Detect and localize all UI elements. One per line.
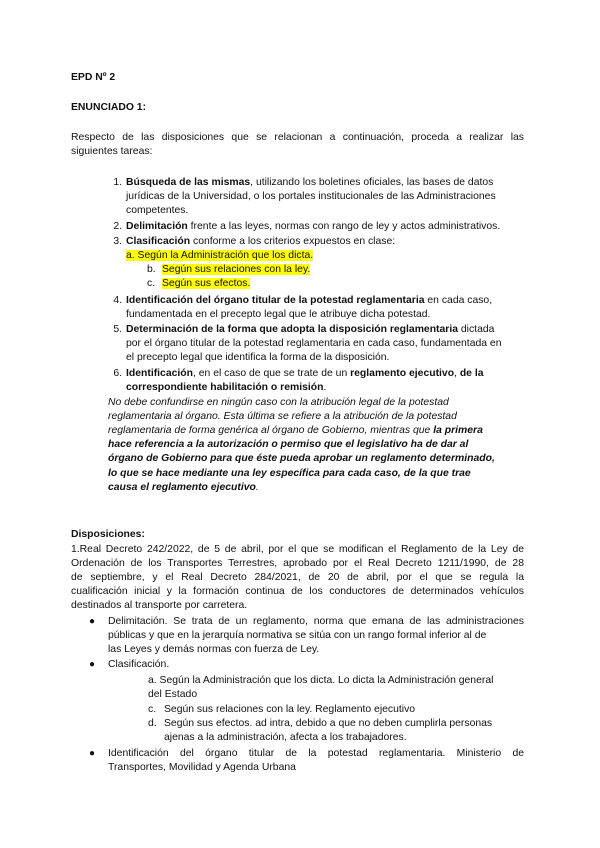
note-line-7a: causa el reglamento ejecutivo bbox=[108, 482, 256, 493]
bullet-icon: ● bbox=[89, 748, 96, 759]
task-3-bold: Clasificación bbox=[126, 236, 191, 247]
task-1-number: 1. bbox=[113, 177, 122, 188]
epd-code: EPD Nº 2 bbox=[71, 72, 116, 83]
note-line-3 bbox=[108, 424, 483, 438]
disposicion-1-line-4: cualificación inicial y la formación continua de los conductores de determinados vehículos bbox=[71, 586, 524, 597]
task-3-number: 3. bbox=[113, 236, 122, 247]
task-5-number: 5. bbox=[113, 324, 122, 335]
task-6-line-2 bbox=[126, 381, 326, 395]
note-line-7b: . bbox=[255, 482, 259, 493]
task-4-line-1 bbox=[126, 294, 492, 308]
clasificacion-a-line-2: del Estado bbox=[148, 689, 198, 700]
task-3-sub-b bbox=[162, 263, 310, 277]
clasificacion-c-letter: c. bbox=[148, 704, 157, 715]
task-2-bold: Delimitación bbox=[126, 221, 188, 232]
clasificacion-d-line-1: Según sus efectos. ad intra, debido a que no deben cumplirla personas bbox=[164, 718, 493, 729]
task-2-line-1 bbox=[126, 220, 500, 234]
task-5-line-2: por el órgano titular de la potestad reglamentaria en cada caso, fundamentada en bbox=[126, 338, 502, 349]
task-5-line-1 bbox=[126, 323, 494, 337]
task-1-line-1 bbox=[126, 176, 493, 190]
task-3-sub-c-text: Según sus efectos. bbox=[162, 278, 251, 289]
task-6-bold-1: Identificación bbox=[126, 368, 193, 379]
task-6-mid: , en el caso de que se trate de un bbox=[192, 368, 351, 379]
clasificacion-label: Clasificación. bbox=[108, 659, 170, 670]
note-line-1: No debe confundirse en ningún caso con la atribución legal de la potestad bbox=[108, 397, 449, 408]
task-3-sub-c-letter: c. bbox=[147, 278, 156, 289]
task-2-number: 2. bbox=[113, 221, 122, 232]
organo-line-1: Identificación del órgano titular de la potestad reglamentaria. Ministerio de bbox=[108, 748, 524, 759]
note-line-5: órgano de Gobierno para que éste pueda aprobar un reglamento determinado, bbox=[108, 453, 495, 464]
task-4-line-2: fundamentada en el precepto legal que le atribuye dicha potestad. bbox=[126, 309, 431, 320]
task-3-sub-a bbox=[126, 249, 313, 263]
clasificacion-d-line-2: ajenas a la administración, afecta a los trabajadores. bbox=[164, 732, 407, 743]
note-line-2: reglamentaria al órgano. Esta última se refiere a la atribución de la potestad bbox=[108, 411, 457, 422]
disposicion-1-line-1: 1.Real Decreto 242/2022, de 5 de abril, por el que se modifican el Reglamento de la Ley de bbox=[71, 544, 524, 555]
task-1-line-2: jurídicas de la Universidad, o los portales institucionales de las Administraciones bbox=[126, 191, 496, 202]
bullet-icon: ● bbox=[89, 616, 96, 627]
task-4-rest: en cada caso, bbox=[424, 295, 493, 306]
organo-line-2: Transportes, Movilidad y Agenda Urbana bbox=[108, 762, 296, 773]
task-1-line-3: competentes. bbox=[126, 205, 189, 216]
task-3-sub-c bbox=[162, 277, 250, 291]
task-3-sub-a-text: a. Según la Administración que los dicta. bbox=[126, 250, 314, 261]
disposicion-1-line-5: destinados al transporte por carretera. bbox=[71, 600, 248, 611]
enunciado-heading: ENUNCIADO 1: bbox=[71, 102, 147, 113]
clasificacion-a-line-1: a. Según la Administración que los dicta. Lo dicta la Administración general bbox=[148, 675, 494, 686]
task-5-line-3: el precepto legal que identifica la forma de la disposición. bbox=[126, 352, 390, 363]
note-line-6: lo que se hace mediante una ley específica para cada caso, de la que trae bbox=[108, 468, 471, 479]
delimitacion-line-1: Delimitación. Se trata de un reglamento, norma que emana de las administraciones bbox=[108, 616, 524, 627]
bullet-icon: ● bbox=[89, 659, 96, 670]
task-6-comma: , bbox=[454, 368, 460, 379]
disposicion-1-line-3: de septiembre, y el Real Decreto 284/2021, de 20 de abril, por el que se regula la bbox=[71, 572, 524, 583]
task-1-bold: Búsqueda de las mismas bbox=[126, 177, 251, 188]
task-3-line-1 bbox=[126, 235, 395, 249]
task-6-bold-2: reglamento ejecutivo bbox=[350, 368, 455, 379]
disposicion-1-line-2: Ordenación de los Transportes Terrestres, aprobado por el Real Decreto 1211/1990, de 28 bbox=[71, 558, 524, 569]
intro-line-2: siguientes tareas: bbox=[71, 146, 153, 157]
note-line-3b: la primera bbox=[433, 425, 483, 436]
task-2-rest: frente a las leyes, normas con rango de ley y actos administrativos. bbox=[187, 221, 501, 232]
task-1-rest: , utilizando los boletines oficiales, las bases de datos bbox=[250, 177, 494, 188]
clasificacion-c-text: Según sus relaciones con la ley. Reglamento ejecutivo bbox=[164, 704, 416, 715]
intro-line-1: Respecto de las disposiciones que se relacionan a continuación, proceda a realizar las bbox=[71, 132, 524, 143]
disposiciones-title: Disposiciones: bbox=[71, 529, 145, 540]
task-6-number: 6. bbox=[113, 368, 122, 379]
task-6-line-2-bold: correspondiente habilitación o remisión bbox=[126, 382, 324, 393]
delimitacion-line-2: públicas y que en la jerarquía normativa se sitúa con un rango formal inferior al de bbox=[108, 630, 487, 641]
task-3-sub-b-text: Según sus relaciones con la ley. bbox=[162, 264, 311, 275]
task-3-sub-b-letter: b. bbox=[147, 264, 156, 275]
task-6-line-1 bbox=[126, 367, 484, 381]
clasificacion-d-letter: d. bbox=[148, 718, 157, 729]
note-line-7 bbox=[108, 481, 259, 495]
task-6-bold-3: de la bbox=[459, 368, 484, 379]
delimitacion-line-3: las Leyes y demás normas con fuerza de Ley. bbox=[108, 644, 320, 655]
task-6-dot: . bbox=[323, 382, 327, 393]
task-5-bold: Determinación de la forma que adopta la disposición reglamentaria bbox=[126, 324, 459, 335]
task-4-bold: Identificación del órgano titular de la potestad reglamentaria bbox=[126, 295, 425, 306]
note-line-3a: reglamentaria de forma genérica al órgano de Gobierno, mientras que bbox=[108, 425, 434, 436]
task-5-rest: dictada bbox=[458, 324, 495, 335]
task-4-number: 4. bbox=[113, 295, 122, 306]
task-3-rest: conforme a los criterios expuestos en clase: bbox=[190, 236, 396, 247]
note-line-4: hace referencia a la autorización o permiso que el legislativo ha de dar al bbox=[108, 439, 469, 450]
